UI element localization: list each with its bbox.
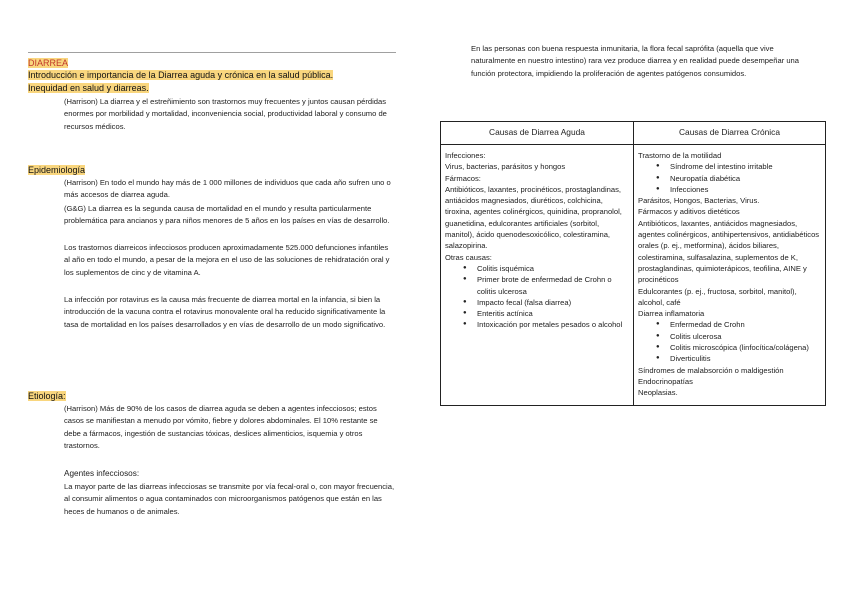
list-item: ● Síndrome del intestino irritable <box>670 161 821 172</box>
chronic-sweeteners-line: Edulcorantes (p. ej., fructosa, sorbitol, manitol), alcohol, café <box>638 286 797 307</box>
flora-intro-paragraph: En las personas con buena respuesta inmunitaria, la flora fecal saprófita (aquella que vive naturalmente en nuestro intestino) rara vez produce diarrea y en realidad puede desempeñar una función protectora, impidiendo la proliferación de agentes patógenos consumidos. <box>471 44 800 78</box>
acute-drugs-text: Antibióticos, laxantes, procinéticos, prostaglandinas, antiácidos magnesiados, diuréticos, colchicina, tiroxina, agentes colinérgicos, quinidina, propranolol, guanetidina, edulcorantes artificiales (sorbitol, manitol), ácido quenodesoxicólico, colestiramina, salazopirina. <box>445 184 622 251</box>
chronic-endocrine-line: Endocrinopatías <box>638 376 693 386</box>
chronic-inflammatory-list <box>638 319 821 364</box>
etiology-paragraph-2: La mayor parte de las diarreas infecciosas se transmite por vía fecal-oral o, con mayor frecuencia, al consumir alimentos o agua contaminados con microorganismos patógenos que están en las heces de humanos o de animales. <box>64 482 395 516</box>
header-divider <box>28 52 396 53</box>
intro-heading-line1: Introducción e importancia de la Diarrea aguda y crónica en la salud pública. <box>28 70 334 80</box>
header-chronic: Causas de Diarrea Crónica <box>634 122 826 145</box>
chronic-neoplasms-line: Neoplasias. <box>638 388 678 398</box>
acute-infections-label: Infecciones: <box>445 151 486 160</box>
table-header-row <box>441 122 826 145</box>
document-title: DIARREA <box>28 58 69 68</box>
acute-infections-text: Virus, bacterias, parásitos y hongos <box>445 162 566 172</box>
list-item: ● Primer brote de enfermedad de Crohn o colitis ulcerosa <box>477 274 629 297</box>
chronic-malabsorption-line: Síndromes de malabsorción o maldigestión <box>638 365 784 375</box>
infectious-agents-subheading: Agentes infecciosos: <box>64 469 140 478</box>
epidemiology-paragraph-1: (Harrison) En todo el mundo hay más de 1 000 millones de individuos que cada año sufren uno o más accesos de diarrea aguda. <box>64 178 391 200</box>
list-item: ● Neuropatía diabética <box>670 173 821 184</box>
epidemiology-paragraph-2: (G&G) La diarrea es la segunda causa de mortalidad en el mundo y resulta particularmente problemática para ancianos y para niños menores de 5 años en los países en vías de desarrollo. <box>64 204 390 226</box>
chronic-parasites-line: Parásitos, Hongos, Bacterias, Virus. <box>638 196 760 206</box>
acute-other-list <box>445 263 629 331</box>
list-item: ● Diverticulitis <box>670 353 821 364</box>
table-body-row <box>441 145 826 406</box>
etiology-paragraph-1: (Harrison) Más de 90% de los casos de diarrea aguda se deben a agentes infecciosos; estos casos se manifiestan a menudo por vómito, fiebre y dolores abdominales. El 10% restante se debe a fármacos, ingestión de sustancias tóxicas, deslices alimenticios, isquemia y otros trastornos. <box>64 404 378 451</box>
intro-heading-line2: Inequidad en salud y diarreas. <box>28 83 149 93</box>
acute-other-label: Otras causas: <box>445 252 492 262</box>
list-item: ● Colitis isquémica <box>477 263 629 274</box>
chronic-motility-list <box>638 161 821 195</box>
chronic-inflammatory-label: Diarrea inflamatoria <box>638 309 705 319</box>
epidemiology-heading: Epidemiología <box>28 165 86 175</box>
list-item: ● Impacto fecal (falsa diarrea) <box>477 297 629 308</box>
header-acute: Causas de Diarrea Aguda <box>441 122 634 145</box>
acute-causes-cell <box>441 145 634 406</box>
list-item: ● Colitis ulcerosa <box>670 331 821 342</box>
list-item: ● Colitis microscópica (linfocítica/colágena) <box>670 342 821 353</box>
causes-table <box>440 121 826 406</box>
acute-drugs-label: Fármacos: <box>445 173 481 183</box>
epidemiology-paragraph-3: Los trastornos diarreicos infecciosos producen aproximadamente 525.000 defunciones infantiles al año en todo el mundo, a pesar de la mejora en el uso de las soluciones de rehidratación oral y los suplementos de cinc y de vitamina A. <box>64 243 390 277</box>
etiology-heading: Etiología: <box>28 391 66 401</box>
list-item: ● Enfermedad de Crohn <box>670 319 821 330</box>
chronic-causes-cell <box>634 145 826 406</box>
intro-paragraph: (Harrison) La diarrea y el estreñimiento son trastornos muy frecuentes y juntos causan pérdidas enormes por morbilidad y mortalidad, inconveniencia social, productividad laboral y consumo de recursos médicos. <box>64 97 387 131</box>
chronic-drugs-label: Fármacos y aditivos dietéticos <box>638 207 740 217</box>
list-item: ● Infecciones <box>670 184 821 195</box>
chronic-drugs-text: Antibióticos, laxantes, antiácidos magnesiados, agentes colinérgicos, antihipertensivos, antidiabéticos orales (p. ej., metformina), ácidos biliares, colestiramina, sulfasalazina, suplementos de K, prostaglandinas, quimioterápicos, teofilina, AINE y procinéticos <box>638 218 820 285</box>
list-item: ● Enteritis actínica <box>477 308 629 319</box>
chronic-motility-label: Trastorno de la motilidad <box>638 151 722 160</box>
epidemiology-paragraph-4: La infección por rotavirus es la causa más frecuente de diarrea mortal en la infancia, si bien la introducción de la vacuna contra el rotavirus monovalente oral ha reducido significativamente la tasa de mortalidad en los países desarrollados y en vías de desarrollo de un modo significativo. <box>64 295 386 329</box>
list-item: ● Intoxicación por metales pesados o alcohol <box>477 319 629 330</box>
